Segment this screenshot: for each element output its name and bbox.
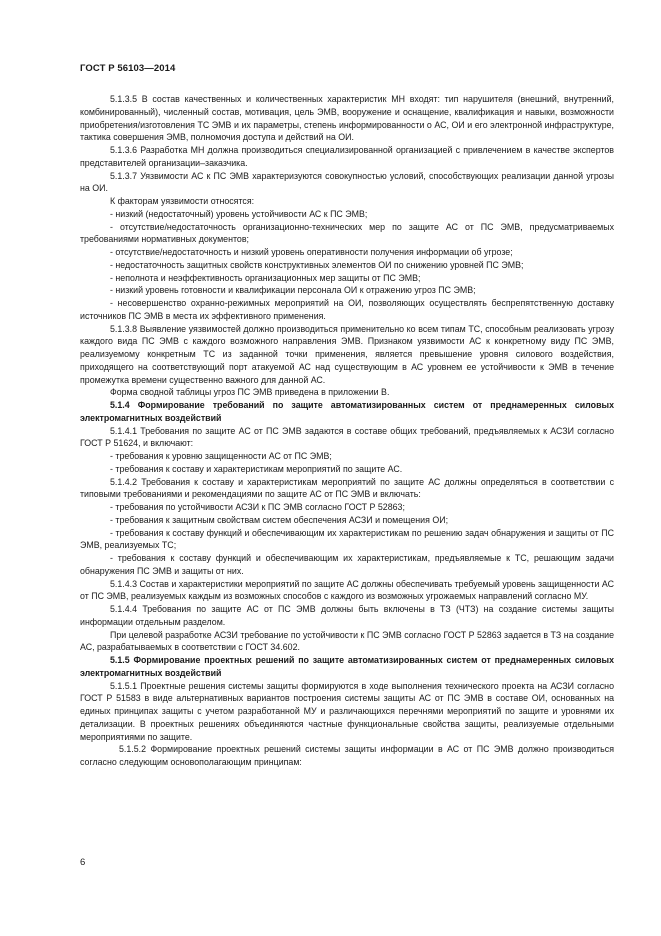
paragraph-5-1-4-1: 5.1.4.1 Требования по защите АС от ПС ЭМВ задаются в составе общих требований, предъявляемых к АСЗИ согласно ГОСТ Р 51624, и включают:	[80, 425, 614, 449]
section-heading-5-1-4: 5.1.4 Формирование требований по защите автоматизированных систем от преднамеренных силовых электромагнитных воздействий	[80, 400, 614, 423]
list-item: - требования к составу функций и обеспечивающим их характеристикам, предъявляемые к ТС, решающим задачи обнаружения ПС ЭМВ и защиты от них.	[80, 553, 614, 576]
list-item: - требования к составу и характеристикам мероприятий по защите АС.	[110, 463, 403, 474]
document-body	[80, 93, 614, 769]
paragraph-appendix-reference: Форма сводной таблицы угроз ПС ЭМВ приведена в приложении В.	[110, 387, 390, 398]
list-item: - несовершенство охранно-режимных мероприятий на ОИ, позволяющих осуществлять беспрепятственную доставку источников ПС ЭМВ в места их эффективного применения.	[80, 298, 614, 321]
paragraph-5-1-5-1: 5.1.5.1 Проектные решения системы защиты формируются в ходе выполнения технического проекта на АСЗИ согласно ГОСТ Р 51583 в виде альтернативных вариантов построения системы защиты АС от ПС ЭМВ в составе ОИ, основанных на единых принципах защиты с учетом разработанной МУ и различающихся перечнями мероприятий по защите и уровнями их детализации. В проектных решениях объединяются частные функциональные свойства защиты, реализуемые отдельными мероприятиями по защите.	[80, 680, 614, 742]
list-item: - низкий уровень готовности и квалификации персонала ОИ к отражению угроз ПС ЭМВ;	[110, 285, 476, 296]
paragraph-5-1-3-5: 5.1.3.5 В состав качественных и количественных характеристик МН входят: тип нарушителя (внешний, внутренний, комбинированный), численный состав, мотивация, цель ЭМВ, вооружение и оснащение, квалификация и навыки, возможности приобретения/изготовления ТС ЭМВ и их параметры, степень информированности о АС, ОИ и его электронной инфраструктуре, тактика совершения ЭМВ, полномочия доступа и действий на ОИ.	[80, 94, 614, 143]
paragraph-vulnerability-intro: К факторам уязвимости относятся:	[110, 196, 255, 206]
list-item: - недостаточность защитных свойств конструктивных элементов ОИ по снижению уровней ПС ЭМВ;	[110, 259, 524, 270]
list-item: - требования по устойчивости АСЗИ к ПС ЭМВ согласно ГОСТ Р 52863;	[110, 502, 405, 512]
list-item: - отсутствие/недостаточность организационно-технических мер по защите АС от ПС ЭМВ, предусматриваемых требованиями нормативных документов;	[80, 221, 614, 245]
list-item: - отсутствие/недостаточность и низкий уровень оперативности получения информации об угрозе;	[110, 247, 513, 257]
paragraph-5-1-3-6: 5.1.3.6 Разработка МН должна производиться специализированной организацией с привлечением в качестве экспертов представителей организации–заказчика.	[80, 145, 614, 168]
list-item: - требования к защитным свойствам систем обеспечения АСЗИ и помещения ОИ;	[110, 514, 449, 525]
document-header: ГОСТ Р 56103—2014	[80, 63, 176, 74]
page-number: 6	[80, 857, 86, 868]
paragraph-targeted-development: При целевой разработке АСЗИ требование по устойчивости к ПС ЭМВ согласно ГОСТ Р 52863 задается в ТЗ на создание АС, разрабатываемых в соответствии с ГОСТ 34.602.	[80, 629, 614, 653]
list-item: - требования к составу функций и обеспечивающим их характеристикам по решению задач обнаружения и защиты от ПС ЭМВ, реализуемых ТС;	[80, 527, 614, 551]
paragraph-5-1-4-2: 5.1.4.2 Требования к составу и характеристикам мероприятий по защите АС должны определяться в соответствии с типовыми требованиями и рекомендациями по защите АС от ПС ЭМВ и включать:	[80, 476, 614, 500]
paragraph-5-1-3-7: 5.1.3.7 Уязвимости АС к ПС ЭМВ характеризуются совокупностью условий, способствующих реализации данной угрозы на ОИ.	[80, 170, 614, 194]
paragraph-5-1-4-4: 5.1.4.4 Требования по защите АС от ПС ЭМВ должны быть включены в ТЗ (ЧТЗ) на создание системы защиты информации отдельным разделом.	[80, 604, 614, 627]
paragraph-5-1-3-8: 5.1.3.8 Выявление уязвимостей должно производиться применительно ко всем типам ТС, способным реализовать угрозу каждого вида ПС ЭМВ с каждого возможного направления ЭМВ. Признаком уязвимости АС к конкретному виду ПС ЭМВ, реализуемому конкретным ТС из заданной точки применения, является превышение уровня силового воздействия, приходящего на соответствующий порт атакуемой АС над существующим в АС уровнем ее устойчивости к ЭМВ в течение промежутка времени существенно важного для данной АС.	[80, 323, 614, 385]
paragraph-5-1-4-3: 5.1.4.3 Состав и характеристики мероприятий по защите АС должны обеспечивать требуемый уровень защищенности АС от ПС ЭМВ, реализуемых каждым из возможных способов с каждого из возможных угрожаемых направлений согласно МУ.	[80, 578, 614, 602]
list-item: - неполнота и неэффективность организационных мер защиты от ПС ЭМВ;	[110, 272, 421, 283]
section-heading-5-1-5: 5.1.5 Формирование проектных решений по защите автоматизированных систем от преднамеренных силовых электромагнитных воздействий	[80, 655, 614, 678]
list-item: - низкий (недостаточный) уровень устойчивости АС к ПС ЭМВ;	[110, 208, 368, 219]
paragraph-5-1-5-2: 5.1.5.2 Формирование проектных решений системы защиты информации в АС от ПС ЭМВ должно производиться согласно следующим основополагающим принципам:	[80, 744, 614, 767]
list-item: - требования к уровню защищенности АС от ПС ЭМВ;	[110, 451, 332, 461]
